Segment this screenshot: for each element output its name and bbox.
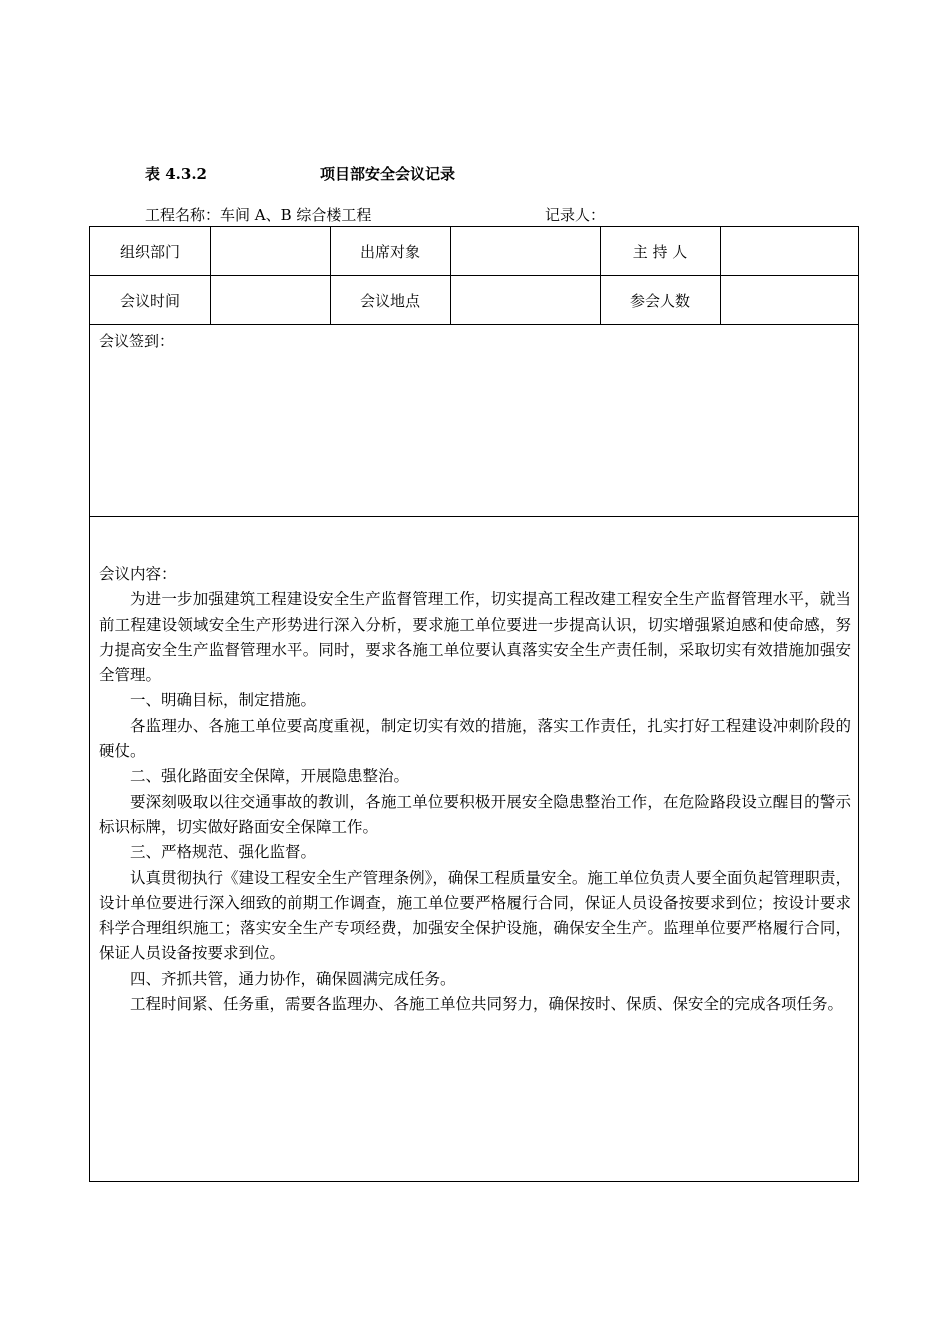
sign-in-label: 会议签到： — [99, 332, 175, 350]
section-heading: 三、严格规范、强化监督。 — [130, 843, 317, 862]
row-divider — [90, 516, 858, 517]
attendees-value[interactable] — [451, 227, 600, 275]
recorder-label: 记录人： — [545, 206, 606, 224]
section-heading: 四、齐抓共管，通力协作，确保圆满完成任务。 — [130, 969, 456, 988]
host-label: 主 持 人 — [632, 242, 688, 261]
row-divider — [90, 324, 858, 325]
section-heading: 二、强化路面安全保障，开展隐患整治。 — [130, 767, 410, 786]
count-label: 参会人数 — [629, 291, 690, 310]
time-label: 会议时间 — [119, 291, 180, 310]
time-value[interactable] — [211, 276, 330, 324]
section-heading: 一、明确目标，制定措施。 — [130, 691, 317, 710]
table-number: 表 4.3.2 — [145, 165, 207, 183]
content-paragraph: 要深刻吸取以往交通事故的教训，各施工单位要积极开展安全隐患整治工作，在危险路段设立醒目的警示标识标牌，切实做好路面安全保障工作。 — [99, 792, 851, 836]
meeting-record-table — [89, 226, 859, 1182]
place-value[interactable] — [451, 276, 600, 324]
meeting-content — [99, 562, 851, 1017]
content-paragraph: 认真贯彻执行《建设工程安全生产管理条例》，确保工程质量安全。施工单位负责人要全面负起管理职责，设计单位要进行深入细致的前期工作调查，施工单位要严格履行合同，保证人员设备按要求到位；按设计要求科学合理组织施工；落实安全生产专项经费，加强安全保护设施，确保安全生产。监理单位要严格履行合同，保证人员设备按要求到位。 — [99, 868, 851, 963]
content-paragraph: 各监理办、各施工单位要高度重视，制定切实有效的措施，落实工作责任，扎实打好工程建设冲刺阶段的硬仗。 — [99, 716, 851, 761]
attendees-label: 出席对象 — [359, 242, 420, 261]
host-value[interactable] — [721, 227, 857, 275]
page-title: 项目部安全会议记录 — [320, 165, 456, 183]
content-paragraph: 工程时间紧、任务重，需要各监理办、各施工单位共同努力，确保按时、保质、保安全的完成各项任务。 — [130, 995, 844, 1014]
content-paragraph: 为进一步加强建筑工程建设安全生产监督管理工作，切实提高工程改建工程安全生产监督管理水平，就当前工程建设领域安全生产形势进行深入分析，要求施工单位要进一步提高认识，切实增强紧迫感和使命感，努力提高安全生产监督管理水平。同时，要求各施工单位要认真落实安全生产责任制，采取切实有效措施加强安全管理。 — [99, 590, 851, 685]
place-label: 会议地点 — [359, 291, 420, 310]
project-name: 工程名称：车间 A、B 综合楼工程 — [145, 206, 372, 224]
dept-label: 组织部门 — [119, 242, 180, 261]
count-value[interactable] — [721, 276, 857, 324]
dept-value[interactable] — [211, 227, 330, 275]
content-label: 会议内容： — [99, 565, 177, 583]
